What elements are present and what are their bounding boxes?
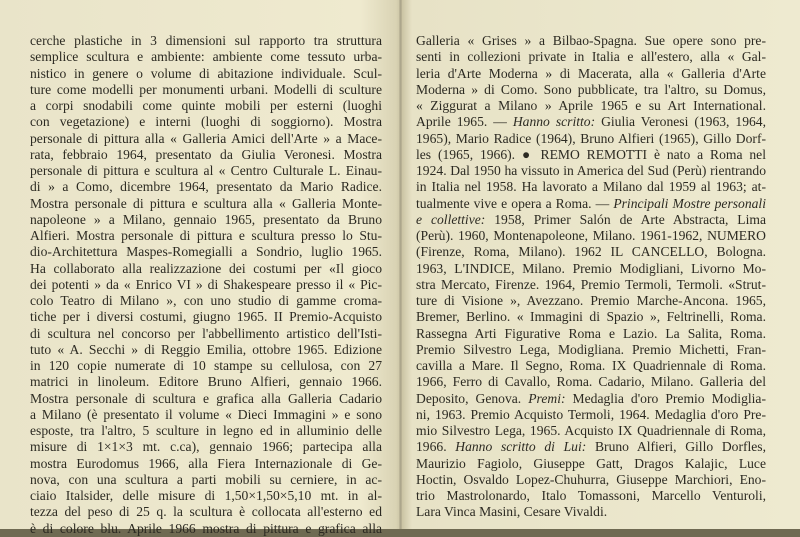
text-line: trio Mastrolonardo, Italo Tomassoni, Marcello Venturoli, xyxy=(416,488,766,503)
text-line: 1966, Ferro di Cavallo, Roma. Cadario, Milano. Galleria del xyxy=(416,374,766,390)
text-line: rata, febbraio 1964, presentato da Giulia Veronesi. Mostra xyxy=(30,146,382,162)
text-line: leria d'Arte Moderna » di Macerata, alla « Galleria d'Arte xyxy=(416,65,766,81)
text-line: 1966. Hanno scritto di Lui: Bruno Alfieri, Gillo Dorfles, xyxy=(416,439,766,455)
text-line: Hoctin, Osvaldo Lopez-Chuhurra, Giuseppe Marchiori, Eno- xyxy=(416,471,766,487)
text-line: dei potenti » da « Enrico VI » di Shakespeare presso il « Pic- xyxy=(30,276,382,292)
text-line: tualmente vive e opera a Roma. — Principali Mostre personali xyxy=(416,195,766,211)
right-page-column xyxy=(416,33,766,521)
text-line: Maurizio Fagiolo, Giuseppe Gatt, Dragos Kalajic, Luce xyxy=(416,455,766,471)
text-line: in 120 copie numerate di 10 stampe su cellulosa, con 27 xyxy=(30,358,382,373)
text-line: napoleone » a Milano, gennaio 1965, presentato da Bruno xyxy=(30,211,382,227)
text-line: di scultura nel concorso per l'abbellimento artistico dell'Isti- xyxy=(30,325,382,341)
text-line: matrici in linoleum. Editore Bruno Alfieri, gennaio 1966. xyxy=(30,374,382,390)
text-line: colo Teatro di Milano », con uno studio di gamme croma- xyxy=(30,293,382,308)
text-line: con vegetazione) e interni (luoghi di soggiorno). Mostra xyxy=(30,114,382,130)
text-line: Rassegna Arti Figurative Roma e Lazio. La Salita, Roma. xyxy=(416,325,766,341)
text-line: nistico in genere o volume di abitazione individuale. Scul- xyxy=(30,65,382,81)
text-line: Mostra personale di pittura e scultura alla « Galleria Monte- xyxy=(30,195,382,211)
text-line: di » a Como, dicembre 1964, presentato da Mario Radice. xyxy=(30,179,382,195)
text-line: Lara Vinca Masini, Cesare Vivaldi. xyxy=(416,504,608,520)
text-line: ni, 1963. Premio Acquisto Termoli, 1964. Medaglia d'oro Pre- xyxy=(416,406,766,422)
text-line: misure di 1×1×3 mt. c.ca), gennaio 1966; partecipa alla xyxy=(30,439,382,455)
text-line: Mostra personale di scultura e grafica alla Galleria Cadario xyxy=(30,390,382,406)
text-line: mostra Eurodomus 1966, alla Fiera Internazionale di Ge- xyxy=(30,455,382,471)
text-line: tezza del peso di 25 q. la scultura è collocata all'esterno ed xyxy=(30,504,382,520)
text-line: 1924. Dal 1950 ha vissuto in America del Sud (Perù) rientrando xyxy=(416,163,766,178)
text-line: cerche plastiche in 3 dimensioni sul rapporto tra struttura xyxy=(30,33,382,48)
text-line: è di colore blu. Aprile 1966 mostra di pittura e grafica alla xyxy=(30,520,382,536)
text-line: 1965), Mario Radice (1964), Bruno Alfieri (1965), Gillo Dorf- xyxy=(416,130,766,146)
text-line: Bremer, Berlino. « Immagini di Spazio », Feltrinelli, Roma. xyxy=(416,309,766,325)
text-line: Aprile 1965. — Hanno scritto: Giulia Veronesi (1963, 1964, xyxy=(416,114,766,130)
text-line: semplice scultura e ambiente: ambiente come tessuto urba- xyxy=(30,49,382,65)
text-line: e collettive: 1958, Primer Salón de Arte Abstracta, Lima xyxy=(416,211,766,227)
text-line: cavilla a Mare. Il Segno, Roma. IX Quadriennale di Roma. xyxy=(416,358,766,373)
book-gutter xyxy=(399,0,402,529)
text-line: senti in collezioni private in Italia e all'estero, alla « Gal- xyxy=(416,49,766,65)
text-line: « Ziggurat a Milano » Aprile 1965 e su Art International. xyxy=(416,98,766,113)
text-line: Alfieri. Mostra personale di pittura e scultura presso lo Stu- xyxy=(30,228,382,243)
text-line: esposte, tra l'altro, 5 sculture in legno ed in alluminio delle xyxy=(30,423,382,438)
text-line: Ha collaborato alla realizzazione dei costumi per «Il gioco xyxy=(30,260,382,276)
text-line: ciaio Italsider, delle misure di 1,50×1,50×5,10 mt. in al- xyxy=(30,488,382,503)
text-line: personale di pittura e scultura al « Centro Culturale L. Einau- xyxy=(30,163,382,178)
text-line: ture di Visione », Avezzano. Premio Marche-Ancona. 1965, xyxy=(416,293,766,308)
text-line: (Firenze, Roma, Milano). 1962 IL CANCELLO, Bologna. xyxy=(416,244,766,260)
text-line: a corpi snodabili come quinte mobili per esterni (luoghi xyxy=(30,98,382,113)
text-line: Galleria « Grises » a Bilbao-Spagna. Sue opere sono pre- xyxy=(416,33,766,48)
text-line: tiche per i diversi costumi, giugno 1965. II Premio-Acquisto xyxy=(30,309,382,325)
text-line: Premio Silvestro Lega, Modigliana. Premio Michetti, Fran- xyxy=(416,341,766,357)
left-page-column xyxy=(30,33,382,537)
text-line: mio Silvestro Lega, 1965. Acquisto IX Quadriennale di Roma, xyxy=(416,423,766,438)
text-line: personale di pittura alla « Galleria Amici dell'Arte » a Mace- xyxy=(30,130,382,146)
text-line: Moderna » di Como. Sono pubblicate, tra l'altro, su Domus, xyxy=(416,81,766,97)
text-line: tuto « A. Secchi » di Reggio Emilia, ottobre 1965. Edizione xyxy=(30,341,382,357)
text-line: stra Mercato, Firenze. 1964, Premio Termoli, Termoli. «Strut- xyxy=(416,276,766,292)
text-line: Deposito, Genova. Premi: Medaglia d'oro Premio Modiglia- xyxy=(416,390,766,406)
text-line: a Milano (è presentato il volume « Dieci Immagini » e sono xyxy=(30,406,382,422)
text-line: (Perù). 1960, Montenapoleone, Milano. 1961-1962, NUMERO xyxy=(416,228,766,243)
text-line: dio-Architettura Maspes-Romegialli a Sondrio, luglio 1965. xyxy=(30,244,382,260)
text-line: 1963, L'INDICE, Milano. Premio Modigliani, Livorno Mo- xyxy=(416,260,766,276)
text-line: nova, con una scultura a parti mobili su cerniere, in ac- xyxy=(30,471,382,487)
text-line: in Italia nel 1958. Ha lavorato a Milano dal 1959 al 1963; at- xyxy=(416,179,766,195)
text-line: ture come modelli per monumenti urbani. Modelli di sculture xyxy=(30,81,382,97)
text-line: les (1965, 1966). ● REMO REMOTTI è nato a Roma nel xyxy=(416,146,766,162)
